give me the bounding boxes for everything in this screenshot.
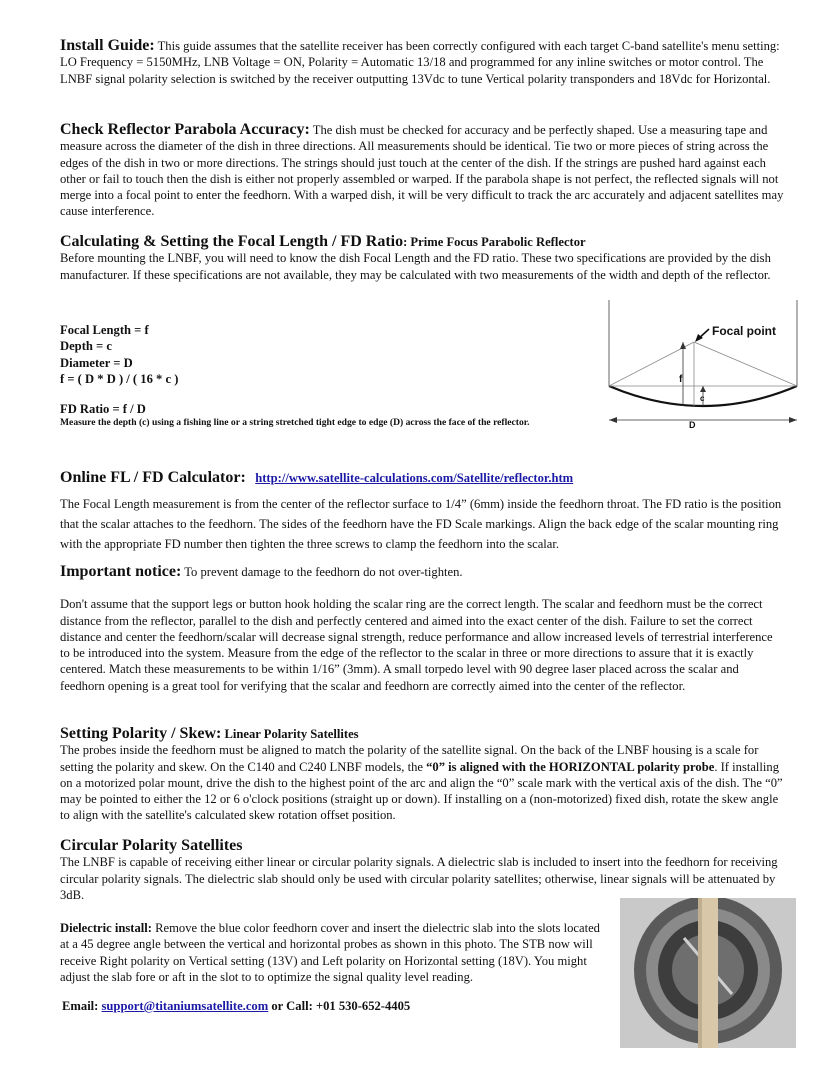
feedhorn-photo	[620, 898, 796, 1048]
contact-email-link[interactable]: support@titaniumsatellite.com	[101, 999, 269, 1013]
focal-point-label: Focal point	[712, 324, 776, 338]
formula-diameter: Diameter = D	[60, 355, 133, 370]
calculator-section	[60, 470, 784, 554]
ray-right	[694, 342, 797, 386]
f-arrow-top	[680, 342, 686, 349]
reflector-text: The dish must be checked for accuracy and be perfectly shaped. Use a measuring tape and measure across the diameter of the dish in three directions. All measurements should be identical. Tie two or more pieces of string across the edges of the dish in two or more directions. The strings should just touch at the center of the dish. If the strings are pushed hard against each other or fail to touch then the dish is either not properly assembled or warped. If the parabola shape is not perfect, the reflected signals will not merge into a focal point to enter the feedhorn. With a warped dish, it will be very difficult to track the arc accurately and adjacent satellites may cause interference.	[60, 123, 784, 219]
d-label: D	[689, 420, 696, 430]
dielectric-section	[60, 920, 612, 985]
reflector-heading: Check Reflector Parabola Accuracy:	[60, 121, 310, 138]
skew-text-2: . If installing on a motorized polar mount, drive the dish to the highest point of the arc and align the “0” scale mark with the vertical axis of the dish. The “0” may be pointed to either the 12 or 6 o'clock positions (straight up or down). If installing on a (non-motorized) fixed dish, rotate the skew angle to align with the satellite's calculated skew rotation offset position.	[60, 759, 783, 823]
skew-heading: Setting Polarity / Skew:	[60, 725, 222, 742]
c-arrow-top	[700, 386, 706, 392]
skew-subheading: Linear Polarity Satellites	[221, 727, 359, 741]
skew-section	[60, 726, 784, 824]
skew-text-1: The probes inside the feedhorn must be aligned to match the polarity of the satellite signal. On the back of the LNBF housing is a scale for setting the polarity and skew. On the C140 and C240 LNBF models, the	[60, 743, 759, 774]
calculator-link[interactable]: http://www.satellite-calculations.com/Satellite/reflector.htm	[255, 471, 574, 485]
focal-subheading: : Prime Focus Parabolic Reflector	[403, 235, 586, 249]
formula-block	[60, 322, 540, 429]
skew-bold-text: “0” is aligned with the HORIZONTAL polarity probe	[426, 759, 715, 774]
depth-note: Measure the depth (c) using a fishing line or a string stretched tight edge to edge (D) across the face of the reflector.	[60, 417, 530, 429]
install-text: This guide assumes that the satellite receiver has been correctly configured with each target C-band satellite's menu setting: LO Frequency = 5150MHz, LNB Voltage = ON, Polarity = Automatic 13/18 and programmed for any inline switches or motor control. The LNBF signal polarity selection is switched by the receiver outputting 13Vdc to tune Vertical polarity transponders and 18Vdc for Horizontal.	[60, 39, 780, 86]
notice-paragraph: Don't assume that the support legs or button hook holding the scalar ring are the correct length. The scalar and feedhorn must be the correct distance from the reflector, parallel to the dish and perfectly centered and aimed into the exact center of the dish. Failure to set the correct distance and center the feedhorn/scalar will decrease signal strength, reduce performance and allow increased levels of terrestrial interference to be introduced into the system. Measure from the edge of the reflector to the scalar in three or more directions to assure that it is exactly centered. Match these measurements to be within 1/16” (3mm). A small torpedo level with 90 degree laser placed across the scalar and feedhorn opening is a great tool for verifying that the scalar and feedhorn are correctly aimed into the center of the reflector.	[60, 597, 773, 693]
formula-depth: Depth = c	[60, 339, 112, 354]
install-heading: Install Guide:	[60, 37, 155, 54]
reflector-section	[60, 122, 784, 220]
f-label: f	[679, 374, 683, 385]
dish-diagram	[603, 296, 803, 432]
d-arrow-left	[609, 417, 617, 423]
d-arrow-right	[789, 417, 797, 423]
calculator-text: The Focal Length measurement is from the center of the reflector surface to 1/4” (6mm) inside the feedhorn throat. The FD ratio is the position that the scalar attaches to the feedhorn. The sides of the feedhorn have the FD Scale markings. Align the back edge of the scalar mounting ring with the appropriate FD number then tighten the three screws to clamp the feedhorn into the scalar.	[60, 497, 782, 552]
focal-text: Before mounting the LNBF, you will need to know the dish Focal Length and the FD ratio. These two specifications are provided by the dish manufacturer. If these specifications are not available, they may be calculated with two measurements of the width and depth of the reflector.	[60, 251, 771, 282]
formula-fd-ratio: FD Ratio = f / D	[60, 402, 146, 417]
notice-heading: Important notice:	[60, 563, 182, 580]
calculator-heading: Online FL / FD Calculator:	[60, 469, 246, 486]
formula-f: f = ( D * D ) / ( 16 * c )	[60, 371, 179, 386]
c-label: c	[700, 394, 705, 403]
dielectric-heading: Dielectric install:	[60, 921, 152, 935]
circular-heading: Circular Polarity Satellites	[60, 837, 243, 854]
install-section	[60, 38, 784, 87]
contact-phone: or Call: +01 530-652-4405	[268, 999, 411, 1013]
circular-section	[60, 838, 784, 903]
feedhorn-illustration	[620, 898, 796, 1048]
dielectric-text: Remove the blue color feedhorn cover and insert the dielectric slab into the slots located at a 45 degree angle between the vertical and horizontal probes as shown in this photo. The STB now will receive Right polarity on Vertical setting (13V) and Left polarity on Horizontal setting (18V). You might adjust the slab fore or aft in the slot to to optimize the signal quality level reading.	[60, 921, 600, 984]
notice-text: To prevent damage to the feedhorn do not over-tighten.	[181, 565, 463, 579]
focal-section	[60, 234, 784, 283]
contact-label: Email:	[62, 999, 102, 1013]
formula-focal-length: Focal Length = f	[60, 323, 149, 337]
circular-text: The LNBF is capable of receiving either linear or circular polarity signals. A dielectric slab is included to insert into the feedhorn for receiving circular polarity signals. The dielectric slab should only be used with circular polarity satellites; otherwise, linear signals will be attenuated by 3dB.	[60, 855, 778, 902]
focal-heading: Calculating & Setting the Focal Length / FD Ratio	[60, 233, 404, 250]
notice-section	[60, 564, 784, 694]
